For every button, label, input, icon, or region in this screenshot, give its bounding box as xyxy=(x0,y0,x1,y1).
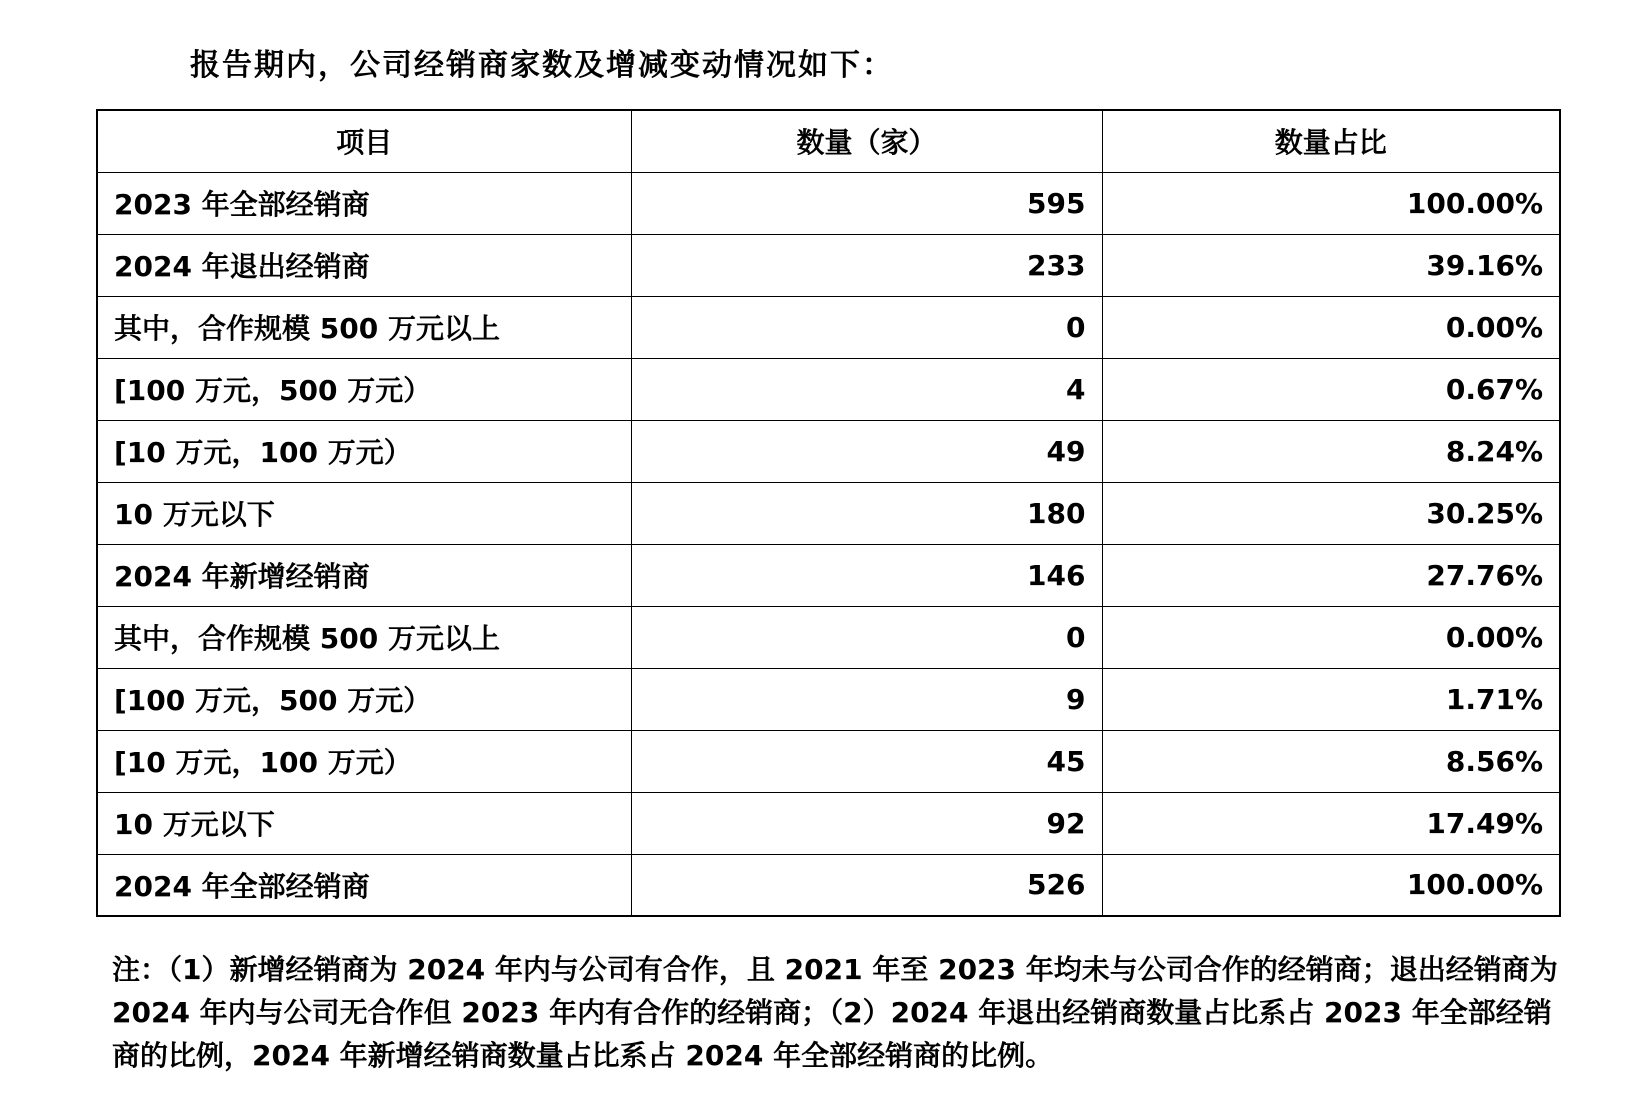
cell-ratio: 1.71% xyxy=(1102,668,1560,730)
cell-item: 2023 年全部经销商 xyxy=(97,172,631,234)
cell-count: 9 xyxy=(631,668,1102,730)
table-header-row xyxy=(97,110,1560,172)
header-item: 项目 xyxy=(97,110,631,172)
cell-ratio: 39.16% xyxy=(1102,234,1560,296)
cell-count: 595 xyxy=(631,172,1102,234)
cell-item: 2024 年退出经销商 xyxy=(97,234,631,296)
header-count: 数量（家） xyxy=(631,110,1102,172)
table-row xyxy=(97,668,1560,730)
table-row xyxy=(97,792,1560,854)
cell-ratio: 100.00% xyxy=(1102,172,1560,234)
page-title: 报告期内，公司经销商家数及增减变动情况如下： xyxy=(190,48,894,83)
table-row xyxy=(97,482,1560,544)
cell-count: 45 xyxy=(631,730,1102,792)
cell-ratio: 27.76% xyxy=(1102,544,1560,606)
table-note: 注：（1）新增经销商为 2024 年内与公司有合作，且 2021 年至 2023 年均未与公司合作的经销商；退出经销商为 2024 年内与公司无合作但 2023 年内有合作的经销商；（2）2024 年退出经销商数量占比系占 2023 年全部经销商的比例，2024 年新增经销商数量占比系占 2024 年全部经销商的比例。 xyxy=(112,953,1558,1072)
table-row xyxy=(97,544,1560,606)
cell-count: 526 xyxy=(631,854,1102,916)
cell-count: 0 xyxy=(631,296,1102,358)
cell-item: 10 万元以下 xyxy=(97,482,631,544)
table-row xyxy=(97,854,1560,916)
cell-item: [100 万元，500 万元） xyxy=(97,668,631,730)
cell-count: 92 xyxy=(631,792,1102,854)
cell-count: 4 xyxy=(631,358,1102,420)
cell-item: 其中，合作规模 500 万元以上 xyxy=(97,296,631,358)
cell-count: 233 xyxy=(631,234,1102,296)
cell-ratio: 0.00% xyxy=(1102,606,1560,668)
cell-count: 0 xyxy=(631,606,1102,668)
cell-ratio: 30.25% xyxy=(1102,482,1560,544)
cell-ratio: 0.67% xyxy=(1102,358,1560,420)
table-row xyxy=(97,730,1560,792)
cell-ratio: 100.00% xyxy=(1102,854,1560,916)
cell-item: 10 万元以下 xyxy=(97,792,631,854)
cell-item: 2024 年全部经销商 xyxy=(97,854,631,916)
cell-count: 180 xyxy=(631,482,1102,544)
cell-ratio: 17.49% xyxy=(1102,792,1560,854)
cell-item: 其中，合作规模 500 万元以上 xyxy=(97,606,631,668)
cell-ratio: 8.56% xyxy=(1102,730,1560,792)
cell-ratio: 8.24% xyxy=(1102,420,1560,482)
cell-item: [100 万元，500 万元） xyxy=(97,358,631,420)
table-row xyxy=(97,358,1560,420)
cell-count: 146 xyxy=(631,544,1102,606)
cell-ratio: 0.00% xyxy=(1102,296,1560,358)
table-row xyxy=(97,420,1560,482)
table-row xyxy=(97,172,1560,234)
table-row xyxy=(97,296,1560,358)
cell-item: [10 万元，100 万元） xyxy=(97,730,631,792)
header-ratio: 数量占比 xyxy=(1102,110,1560,172)
cell-item: [10 万元，100 万元） xyxy=(97,420,631,482)
distributor-table xyxy=(96,109,1561,917)
table-row xyxy=(97,606,1560,668)
cell-count: 49 xyxy=(631,420,1102,482)
table-row xyxy=(97,234,1560,296)
cell-item: 2024 年新增经销商 xyxy=(97,544,631,606)
